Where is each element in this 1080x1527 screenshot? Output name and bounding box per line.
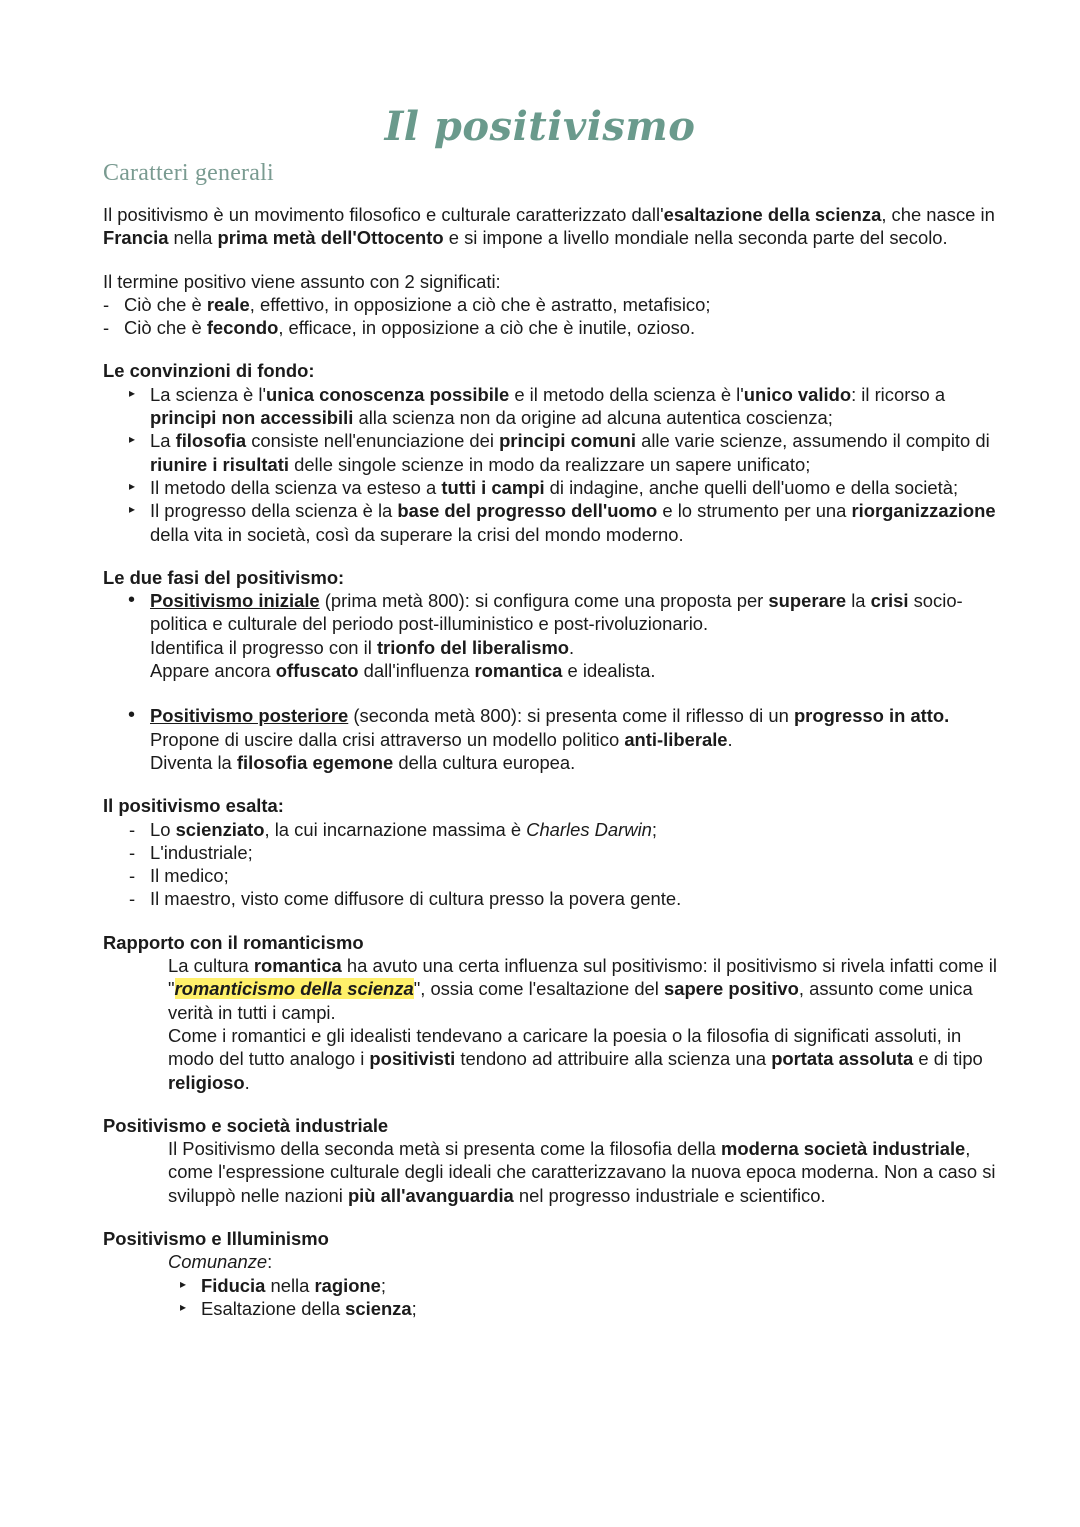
list-item: - Lo scienziato, la cui incarnazione massima è Charles Darwin; [129, 818, 1003, 841]
exalts-heading: Il positivismo esalta: [103, 795, 284, 817]
intro-paragraph: Il positivismo è un movimento filosofico e culturale caratterizzato dall'esaltazione della scienza, che nasce in Francia nella prima metà dell'Ottocento e si impone a livello mondiale nella seconda parte del secolo. [103, 204, 995, 249]
phases-heading: Le due fasi del positivismo: [103, 566, 345, 588]
list-item: - Ciò che è fecondo, efficace, in opposizione a ciò che è inutile, ozioso. [103, 316, 1003, 339]
list-item: ▸ Esaltazione della scienza; [180, 1297, 1003, 1320]
list-item: • Positivismo posteriore (seconda metà 800): si presenta come il riflesso di un progresso in atto. Propone di uscire dalla crisi attraverso un modello politico anti-liberale. Diventa la filosofia egemone della cultura europea. [128, 704, 1003, 774]
romanticism-section [103, 954, 1003, 1094]
document-body [103, 203, 1003, 1320]
industrial-section [103, 1137, 1003, 1207]
list-item: ▸ Il progresso della scienza è la base del progresso dell'uomo e lo strumento per una riorganizzazione della vita in società, così da superare la crisi del mondo moderno. [129, 499, 1003, 546]
convictions-list [103, 383, 1003, 546]
list-item: ▸ La scienza è l'unica conoscenza possibile e il metodo della scienza è l'unico valido: il ricorso a principi non accessibili alla scienza non da origine ad alcuna autentica coscienza; [129, 383, 1003, 430]
highlighted-text: romanticismo della scienza [174, 978, 414, 1000]
list-item: ▸ Fiducia nella ragione; [180, 1274, 1003, 1297]
commonalities-list [103, 1274, 1003, 1321]
romanticism-paragraph: Come i romantici e gli idealisti tendevano a caricare la poesia o la filosofia di significati assoluti, in modo del tutto analogo i positivisti tendono ad attribuire alla scienza una portata assoluta e di tipo religioso. [168, 1024, 983, 1093]
page-title: Il positivismo [384, 103, 696, 150]
list-item: ▸ Il metodo della scienza va esteso a tutti i campi di indagine, anche quelli dell'uomo e della società; [129, 476, 1003, 499]
meanings-list [103, 293, 1003, 340]
phases-list [103, 589, 1003, 774]
list-item: - Il maestro, visto come diffusore di cultura presso la povera gente. [129, 887, 1003, 910]
list-item: - Ciò che è reale, effettivo, in opposizione a ciò che è astratto, metafisico; [103, 293, 1003, 316]
section-title: Caratteri generali [103, 160, 274, 186]
industrial-paragraph: Il Positivismo della seconda metà si presenta come la filosofia della moderna società industriale, come l'espressione culturale degli ideali che caratterizzavano la nuova epoca moderna. Non a caso si sviluppò nelle nazioni più all'avanguardia nel progresso industriale e scientifico. [168, 1138, 996, 1206]
convictions-heading: Le convinzioni di fondo: [103, 360, 315, 382]
list-item: - Il medico; [129, 864, 1003, 887]
list-item: - L'industriale; [129, 841, 1003, 864]
exalts-list [103, 818, 1003, 911]
commonalities-label: Comunanze: [168, 1251, 273, 1273]
list-item: • Positivismo iniziale (prima metà 800): si configura come una proposta per superare la crisi socio-politica e culturale del periodo post-illuministico e post-rivoluzionario. Identifica il progresso con il trionfo del liberalismo. Appare ancora offuscato dall'influenza romantica e idealista. [128, 589, 1003, 682]
romanticism-heading: Rapporto con il romanticismo [103, 931, 364, 953]
list-item: ▸ La filosofia consiste nell'enunciazione dei principi comuni alle varie scienze, assumendo il compito di riunire i risultati delle singole scienze in modo da realizzare un sapere unificato; [129, 429, 1003, 476]
enlightenment-heading: Positivismo e Illuminismo [103, 1227, 329, 1249]
industrial-heading: Positivismo e società industriale [103, 1114, 389, 1136]
romanticism-paragraph: La cultura romantica ha avuto una certa influenza sul positivismo: il positivismo si rivela infatti come il "romanticismo della scienza", ossia come l'esaltazione del sapere positivo, assunto come unica verità in tutti i campi. [168, 955, 997, 1023]
term-intro: Il termine positivo viene assunto con 2 significati: [103, 270, 501, 292]
